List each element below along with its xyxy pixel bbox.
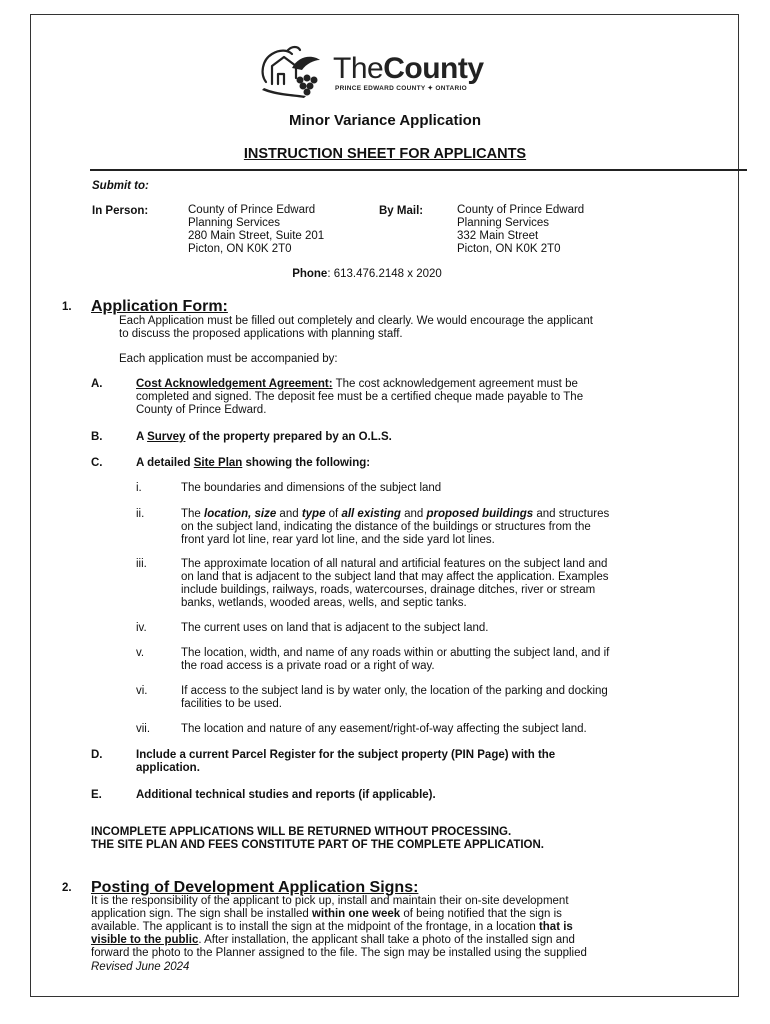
that-is-emphasis: that is [538, 921, 573, 933]
intro-line: to discuss the proposed applications with planning staff. [119, 328, 403, 340]
page-title: Minor Variance Application [289, 112, 481, 129]
subitem-iii-text [181, 558, 608, 610]
item-d-line: Include a current Parcel Register for the subject property (PIN Page) with the [136, 749, 556, 761]
subitem-iii-line: include buildings, railways, roads, watercourses, drainage ditches, river or stream [181, 584, 596, 596]
subitem-iii-number: iii. [136, 558, 147, 570]
subitem-iii-line: on land that is adjacent to the subject land that may affect the application. Examples [181, 571, 609, 583]
item-b-post: of the property prepared by an O.L.S. [185, 431, 392, 443]
survey-term: Survey [147, 431, 186, 443]
item-c-text [136, 457, 370, 470]
by-mail-label: By Mail: [379, 205, 424, 217]
by-mail-address [457, 204, 584, 256]
in-person-address [188, 204, 324, 256]
site-plan-term: Site Plan [193, 457, 243, 469]
in-person-label: In Person: [92, 205, 149, 217]
text-run: and structures [533, 508, 610, 520]
intro-line: Each Application must be filled out completely and clearly. We would encourage the applicant [119, 315, 593, 327]
item-b-letter: B. [91, 431, 103, 443]
subitem-iv-text: The current uses on land that is adjacent to the subject land. [181, 622, 489, 634]
item-c-pre: A detailed [136, 457, 194, 469]
item-e-text: Additional technical studies and reports (if applicable). [136, 789, 436, 801]
subitem-iv-number: iv. [136, 622, 147, 634]
item-e-letter: E. [91, 789, 102, 801]
text-run: . After installation, the applicant shall take a photo of the installed sign and [198, 934, 575, 946]
subitem-v-line: the road access is a private road or a right of way. [181, 660, 435, 672]
text-run: and [400, 508, 427, 520]
logo-county: County [383, 52, 484, 85]
item-c-post: showing the following: [242, 457, 371, 469]
within-one-week: within one week [311, 908, 401, 920]
county-logo-icon [258, 44, 332, 98]
emphasis-run: proposed buildings [426, 508, 534, 520]
subitem-v-line: The location, width, and name of any roads within or abutting the subject land, and if [181, 647, 610, 659]
text-run: available. The applicant is to install the sign at the midpoint of the frontage, in a location [91, 921, 539, 933]
section-1-heading: Application Form: [91, 298, 228, 315]
section-2-heading: Posting of Development Application Signs: [91, 879, 419, 896]
item-b-pre: A [136, 431, 148, 443]
subitem-ii-number: ii. [136, 508, 145, 520]
emphasis-run: all existing [341, 508, 401, 520]
subitem-vi-line: facilities to be used. [181, 698, 283, 710]
subitem-iii-line: banks, wetlands, wooded areas, wells, and septic tanks. [181, 597, 467, 609]
item-d-line: application. [136, 762, 200, 774]
text-run: of being notified that the sign is [400, 908, 562, 920]
subitem-vi-number: vi. [136, 685, 148, 697]
accompanied-text: Each application must be accompanied by: [119, 353, 338, 365]
subitem-v-number: v. [136, 647, 145, 659]
logo-the: The [333, 52, 384, 85]
item-d-text [136, 749, 555, 775]
section-2-body [91, 895, 680, 960]
subitem-vii-number: vii. [136, 723, 151, 735]
section-2-line: It is the responsibility of the applicant to pick up, install and maintain their on-site development [91, 895, 569, 907]
item-a-line: The cost acknowledgement agreement must be [332, 378, 578, 390]
section-1-intro [119, 315, 593, 341]
section-2-number: 2. [62, 882, 72, 894]
subitem-iii-line: The approximate location of all natural and artificial features on the subject land and [181, 558, 608, 570]
address-line: County of Prince Edward [457, 204, 585, 216]
text-run: application sign. The sign shall be installed [91, 908, 312, 920]
section-1-number: 1. [62, 301, 72, 313]
address-line: Planning Services [188, 217, 281, 229]
cost-agreement-heading: Cost Acknowledgement Agreement: [136, 378, 333, 390]
item-a-text [136, 378, 583, 417]
address-line: Picton, ON K0K 2T0 [188, 243, 292, 255]
item-c-letter: C. [91, 457, 103, 469]
subitem-v-text [181, 647, 609, 673]
warning-line: INCOMPLETE APPLICATIONS WILL BE RETURNED WITHOUT PROCESSING. [91, 826, 512, 838]
subitem-vi-line: If access to the subject land is by water only, the location of the parking and docking [181, 685, 608, 697]
address-line: 332 Main Street [457, 230, 539, 242]
text-run: The [181, 508, 205, 520]
address-line: Planning Services [457, 217, 550, 229]
logo-wordmark [333, 52, 484, 86]
item-a-line: completed and signed. The deposit fee must be a certified cheque made payable to The [136, 391, 584, 403]
item-a-letter: A. [91, 378, 103, 390]
address-line: County of Prince Edward [188, 204, 316, 216]
address-line: 280 Main Street, Suite 201 [188, 230, 325, 242]
warning-line: THE SITE PLAN AND FEES CONSTITUTE PART OF THE COMPLETE APPLICATION. [91, 839, 544, 851]
subitem-ii-text [181, 508, 609, 547]
subitem-vii-text: The location and nature of any easement/right-of-way affecting the subject land. [181, 723, 587, 735]
revised-date: Revised June 2024 [91, 961, 190, 973]
subitem-i-number: i. [136, 482, 142, 494]
visible-to-public: visible to the public [91, 934, 199, 946]
phone-line [0, 268, 734, 281]
section-2-line: forward the photo to the Planner assigned to the file. The sign may be installed using the supplied [91, 947, 587, 959]
submit-to-label: Submit to: [92, 180, 149, 192]
subitem-vi-text [181, 685, 608, 711]
phone-value: : 613.476.2148 x 2020 [327, 268, 442, 280]
subitem-ii-line: front yard lot line, rear yard lot line, and the side yard lot lines. [181, 534, 495, 546]
phone-label: Phone [292, 268, 328, 280]
emphasis-run: location, size [204, 508, 277, 520]
address-line: Picton, ON K0K 2T0 [457, 243, 561, 255]
subitem-ii-line: on the subject land, indicating the distance of the buildings or structures from the [181, 521, 591, 533]
item-d-letter: D. [91, 749, 103, 761]
emphasis-run: type [301, 508, 326, 520]
page-subtitle: INSTRUCTION SHEET FOR APPLICANTS [243, 146, 527, 162]
logo-tagline: PRINCE EDWARD COUNTY ✦ ONTARIO [335, 85, 467, 92]
item-b-text [136, 431, 392, 444]
subitem-i-text: The boundaries and dimensions of the subject land [181, 482, 442, 494]
county-logo [258, 44, 518, 98]
divider [90, 169, 747, 171]
item-a-line: County of Prince Edward. [136, 404, 267, 416]
incomplete-warning [91, 826, 544, 852]
text-run: of [325, 508, 342, 520]
text-run: and [276, 508, 302, 520]
